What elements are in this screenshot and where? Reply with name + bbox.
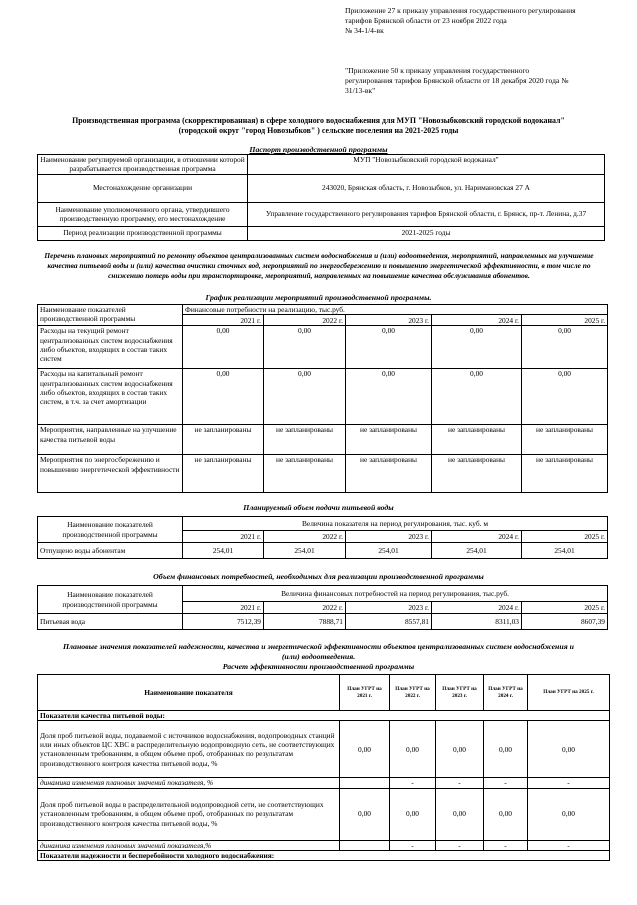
cell-value: 8311,03 bbox=[432, 614, 522, 630]
plan-header: План УГРТ на 2024 г. bbox=[484, 675, 528, 711]
cell-value: 254,01 bbox=[432, 543, 522, 559]
year-header: 2025 г. bbox=[522, 602, 608, 614]
passport-row bbox=[38, 174, 605, 202]
finance-value-header: Величина финансовых потребностей на период регулирования, тыс.руб. bbox=[183, 586, 608, 602]
year-header: 2025 г. bbox=[522, 531, 608, 543]
finance-col-header: Наименование показателей производственной программы bbox=[38, 586, 183, 614]
year-header: 2025 г. bbox=[522, 315, 608, 326]
cell-value: - bbox=[436, 778, 484, 788]
schedule-col-header: Наименование показателей производственной программы bbox=[38, 305, 183, 326]
cell-value bbox=[340, 778, 390, 788]
cell-value: 7512,39 bbox=[183, 614, 264, 630]
cell-value: - bbox=[528, 840, 610, 850]
passport-heading: Паспорт производственной программы bbox=[249, 145, 388, 154]
section-quality: Показатели качества питьевой воды: bbox=[38, 711, 610, 721]
cell-value: - bbox=[436, 840, 484, 850]
cell-value: 0,00 bbox=[183, 369, 264, 425]
row-label: динамика изменения плановых значений показателя,% bbox=[38, 840, 340, 850]
order-line-3: № 34-1/4-вк bbox=[345, 26, 384, 35]
year-header: 2021 г. bbox=[183, 602, 264, 614]
cell-value: не запланированы bbox=[183, 455, 264, 493]
cell-value: не запланированы bbox=[522, 455, 608, 493]
year-header: 2023 г. bbox=[346, 315, 432, 326]
schedule-heading: График реализации мероприятий производственной программы. bbox=[205, 293, 432, 302]
table-row bbox=[38, 543, 608, 559]
cell-value: не запланированы bbox=[183, 425, 264, 455]
cell-value: 0,00 bbox=[436, 788, 484, 840]
cell-value: 0,00 bbox=[346, 369, 432, 425]
reliability-heading-2: (или) водоотведения. bbox=[281, 652, 356, 661]
cell-value: 0,00 bbox=[340, 721, 390, 778]
cell-value: не запланированы bbox=[346, 455, 432, 493]
table-row bbox=[38, 721, 610, 778]
order-reference bbox=[345, 6, 615, 36]
cell-value: не запланированы bbox=[432, 425, 522, 455]
cell-value: - bbox=[390, 840, 436, 850]
row-label: Расходы на капитальный ремонт централизованных систем водоснабжения либо объектов, входящих в состав таких систем, в т.ч. за счет амортизации bbox=[38, 369, 183, 425]
passport-row bbox=[38, 155, 605, 175]
cell-value: 0,00 bbox=[183, 326, 264, 369]
title-line-1: Производственная программа (скорректированная) в сфере холодного водоснабжения для МУП "Новозыбковский городской водоканал" bbox=[72, 116, 565, 125]
cell-value: 0,00 bbox=[528, 721, 610, 778]
volume-table bbox=[37, 516, 608, 559]
cell-value: 0,00 bbox=[390, 721, 436, 778]
cell-value: 0,00 bbox=[484, 788, 528, 840]
table-row bbox=[38, 455, 608, 493]
passport-value: Управление государственного регулирования тарифов Брянской области, г. Брянск, пр-т. Ленина, д.37 bbox=[248, 202, 605, 226]
cell-value: 0,00 bbox=[346, 326, 432, 369]
section-reliability: Показатели надежности и бесперебойности холодного водоснабжения: bbox=[38, 850, 610, 860]
finance-table bbox=[37, 585, 608, 630]
cell-value: 0,00 bbox=[264, 326, 346, 369]
reliability-heading-1: Плановые значения показателей надежности, качества и энергетической эффективности объектов централизованных систем водоснабжения и bbox=[62, 642, 574, 651]
passport-row bbox=[38, 202, 605, 226]
reliability-heading-3: Расчет эффективности производственной программы bbox=[222, 662, 415, 671]
document-title bbox=[10, 116, 627, 136]
quote-line-3: 31/13-вк" bbox=[345, 86, 376, 95]
cell-value: 0,00 bbox=[340, 788, 390, 840]
cell-value: - bbox=[390, 778, 436, 788]
cell-value: 254,01 bbox=[264, 543, 346, 559]
passport-value: МУП "Новозыбковский городской водоканал" bbox=[248, 155, 605, 175]
volume-heading: Планируемый объем подачи питьевой воды bbox=[243, 503, 394, 512]
order-line-1: Приложение 27 к приказу управления государственного регулирования bbox=[345, 6, 576, 15]
cell-value: 254,01 bbox=[183, 543, 264, 559]
table-row bbox=[38, 788, 610, 840]
passport-value: 2021-2025 годы bbox=[248, 226, 605, 240]
year-header: 2024 г. bbox=[432, 531, 522, 543]
year-header: 2023 г. bbox=[346, 531, 432, 543]
schedule-fin-header: Финансовые потребности на реализацию, тыс.руб. bbox=[183, 305, 608, 315]
row-label: Расходы на текущий ремонт централизованных систем водоснабжения либо объектов, входящих в состав таких систем bbox=[38, 326, 183, 369]
plan-header: План УГРТ на 2022 г. bbox=[390, 675, 436, 711]
volume-value-header: Величина показателя на период регулирования, тыс. куб. м bbox=[183, 517, 608, 531]
reliability-heading bbox=[0, 642, 637, 672]
passport-label: Наименование регулируемой организации, в отношении которой разрабатывается производственная программа bbox=[38, 155, 248, 175]
passport-row bbox=[38, 226, 605, 240]
table-row bbox=[38, 326, 608, 369]
cell-value bbox=[340, 840, 390, 850]
year-header: 2021 г. bbox=[183, 315, 264, 326]
cell-value: - bbox=[484, 840, 528, 850]
row-label: динамика изменения плановых значений показателя, % bbox=[38, 778, 340, 788]
cell-value: не запланированы bbox=[264, 425, 346, 455]
table-row bbox=[38, 778, 610, 788]
cell-value: 0,00 bbox=[432, 369, 522, 425]
cell-value: 0,00 bbox=[522, 369, 608, 425]
efficiency-table bbox=[37, 674, 610, 861]
row-label: Доля проб питьевой воды в распределительной водопроводной сети, не соответствующих установленным требованиям, в общем объеме проб, отобранных по результатам производственного контроля качества питьевой воды, % bbox=[38, 788, 340, 840]
table-row bbox=[38, 369, 608, 425]
cell-value: - bbox=[528, 778, 610, 788]
cell-value: 254,01 bbox=[346, 543, 432, 559]
year-header: 2022 г. bbox=[264, 315, 346, 326]
quote-line-1: "Приложение 50 к приказу управления государственного bbox=[345, 66, 530, 75]
plan-header: План УГРТ на 2025 г. bbox=[528, 675, 610, 711]
efficiency-col-header: Наименование показателя bbox=[38, 675, 340, 711]
cell-value: не запланированы bbox=[522, 425, 608, 455]
cell-value: 0,00 bbox=[264, 369, 346, 425]
cell-value: 0,00 bbox=[436, 721, 484, 778]
year-header: 2021 г. bbox=[183, 531, 264, 543]
plan-header: План УГРТ на 2023 г. bbox=[436, 675, 484, 711]
year-header: 2022 г. bbox=[264, 531, 346, 543]
finance-heading: Объем финансовых потребностей, необходимых для реализации производственной программы bbox=[153, 572, 484, 581]
row-label: Питьевая вода bbox=[38, 614, 183, 630]
cell-value: 0,00 bbox=[432, 326, 522, 369]
cell-value: 0,00 bbox=[484, 721, 528, 778]
passport-label: Наименование уполномоченного органа, утвердившего производственную программу, его местонахождение bbox=[38, 202, 248, 226]
cell-value: - bbox=[484, 778, 528, 788]
plan-header: План УГРТ на 2021 г. bbox=[340, 675, 390, 711]
title-line-2: (городской округ "город Новозыбков" ) сельские поселения на 2021-2025 годы bbox=[178, 126, 459, 135]
cell-value: 0,00 bbox=[528, 788, 610, 840]
cell-value: 0,00 bbox=[390, 788, 436, 840]
passport-label: Период реализации производственной программы bbox=[38, 226, 248, 240]
cell-value: 8607,39 bbox=[522, 614, 608, 630]
schedule-table bbox=[37, 304, 608, 493]
passport-value: 243020, Брянская область, г. Новозыбков, ул. Наримановская 27 А bbox=[248, 174, 605, 202]
row-label: Отпущено воды абонентам bbox=[38, 543, 183, 559]
cell-value: 7888,71 bbox=[264, 614, 346, 630]
year-header: 2023 г. bbox=[346, 602, 432, 614]
cell-value: не запланированы bbox=[346, 425, 432, 455]
cell-value: 0,00 bbox=[522, 326, 608, 369]
year-header: 2024 г. bbox=[432, 315, 522, 326]
row-label: Мероприятия по энергосбережению и повышению энергетической эффективности bbox=[38, 455, 183, 493]
year-header: 2024 г. bbox=[432, 602, 522, 614]
table-row bbox=[38, 425, 608, 455]
row-label: Мероприятия, направленные на улучшение качества питьевой воды bbox=[38, 425, 183, 455]
quoted-order-reference bbox=[345, 66, 615, 96]
cell-value: не запланированы bbox=[264, 455, 346, 493]
table-row bbox=[38, 614, 608, 630]
order-line-2: тарифов Брянской области от 23 ноября 2022 года bbox=[345, 16, 507, 25]
cell-value: 254,01 bbox=[522, 543, 608, 559]
passport-table bbox=[37, 154, 605, 241]
volume-col-header: Наименование показателей производственной программы bbox=[38, 517, 183, 543]
row-label: Доля проб питьевой воды, подаваемой с источников водоснабжения, водопроводных станций или иных объектов ЦС ХВС в распределительную водопроводную сеть, не соответствующих установленным требованиям, в общем объеме проб, отобранных по результатам производственного контроля качества питьевой воды, % bbox=[38, 721, 340, 778]
quote-line-2: регулирования тарифов Брянской области от 18 декабря 2020 года № bbox=[345, 76, 569, 85]
cell-value: не запланированы bbox=[432, 455, 522, 493]
measures-intro: Перечень плановых мероприятий по ремонту объектов централизованных систем водоснабжения и (или) водоотведения, мероприятий, направленных на улучшение качества питьевой воды и (или) качества очистки сточных вод, мероприятий по энергосбережению и повышению энергетической эффективности, в том числе по снижению потерь воды при транспортировке, мероприятий, направленных на повышение качества обслуживания абонентов. bbox=[44, 251, 594, 280]
cell-value: 8557,81 bbox=[346, 614, 432, 630]
passport-label: Местонахождение организации bbox=[38, 174, 248, 202]
year-header: 2022 г. bbox=[264, 602, 346, 614]
table-row bbox=[38, 840, 610, 850]
